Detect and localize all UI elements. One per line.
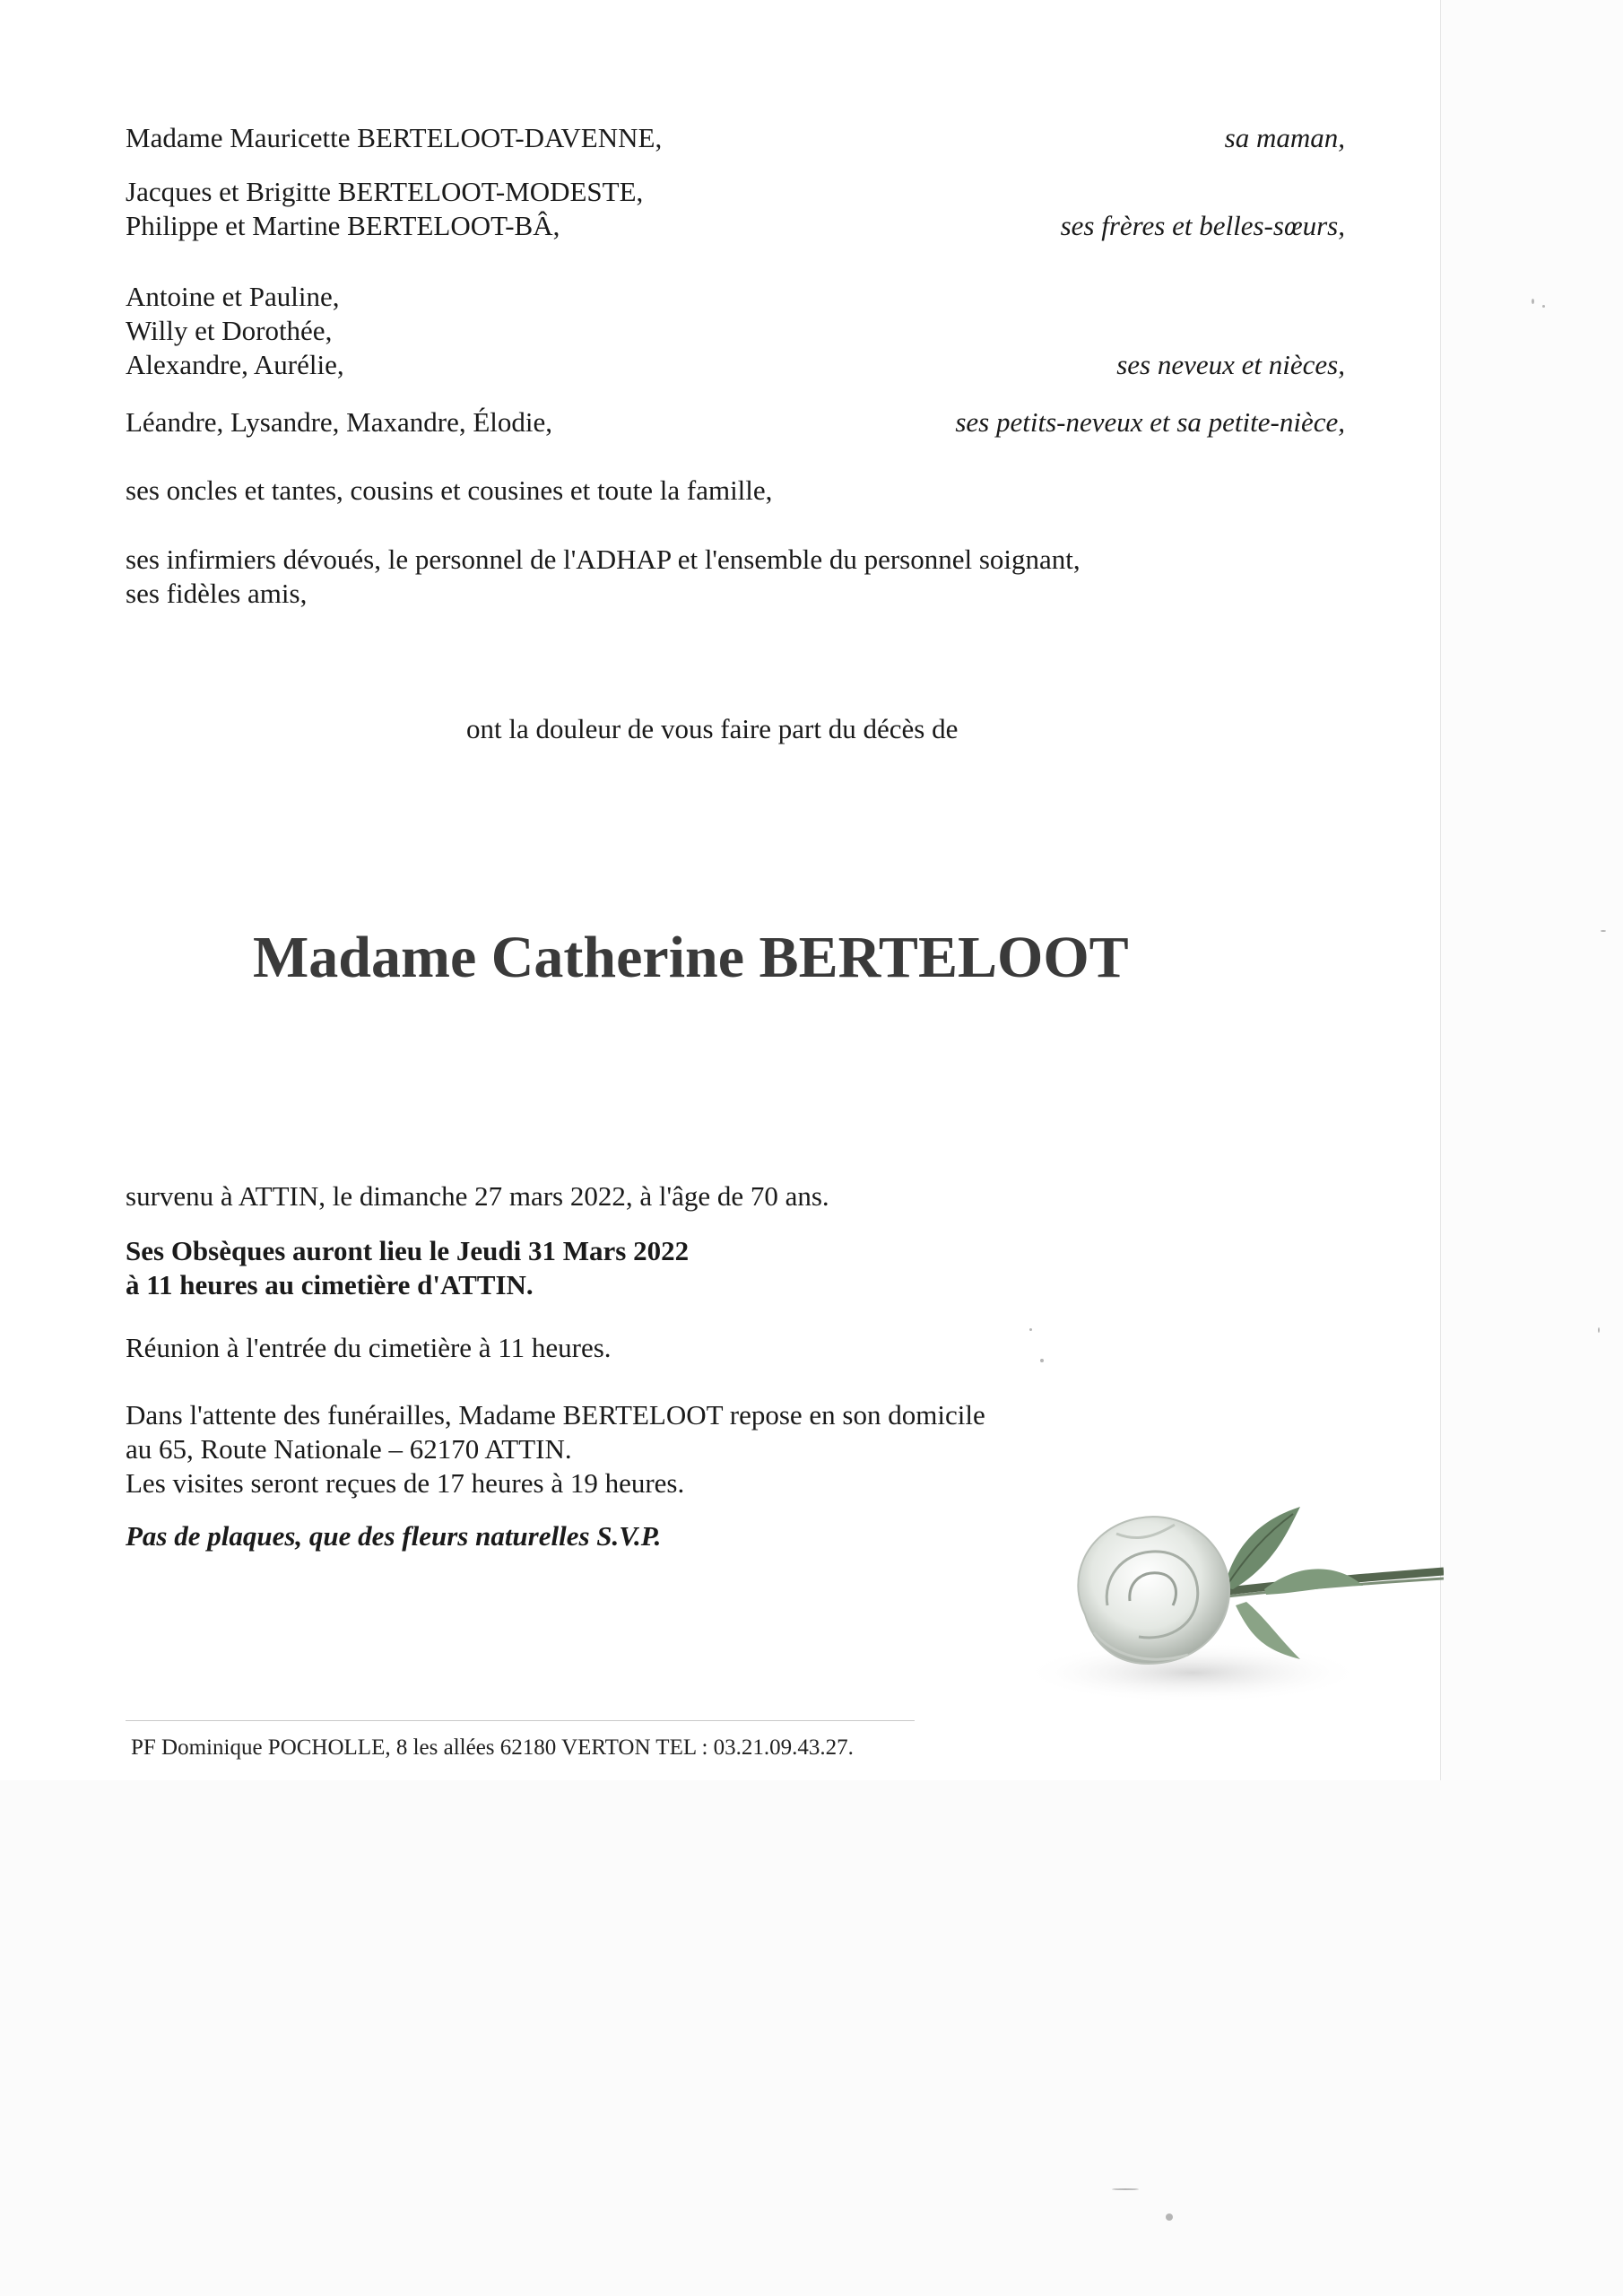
family-name-grandnephews: Léandre, Lysandre, Maxandre, Élodie, (126, 406, 553, 438)
funeral-home-footer: PF Dominique POCHOLLE, 8 les allées 62180 VERTON TEL : 03.21.09.43.27. (131, 1735, 854, 1760)
visits-details: Les visites seront reçues de 17 heures à 19 heures. (126, 1467, 685, 1499)
family-name-nephew-1: Antoine et Pauline, (126, 281, 340, 312)
scan-speck (1601, 930, 1606, 932)
scan-lower-area (0, 1780, 1623, 2296)
funeral-line-2: à 11 heures au cimetière d'ATTIN. (126, 1269, 534, 1300)
scan-speck (1040, 1359, 1044, 1362)
scan-speck (1542, 305, 1545, 308)
meeting-details: Réunion à l'entrée du cimetière à 11 heures. (126, 1332, 612, 1363)
deceased-name: Madame Catherine BERTELOOT (253, 925, 1129, 990)
family-name-brother-2: Philippe et Martine BERTELOOT-BÂ, (126, 210, 560, 241)
relation-mother: sa maman, (1224, 122, 1345, 153)
others-line-care: ses infirmiers dévoués, le personnel de l'ADHAP et l'ensemble du personnel soignant, (126, 544, 1081, 575)
footer-divider (126, 1720, 915, 1721)
rest-line-1: Dans l'attente des funérailles, Madame BERTELOOT repose en son domicile (126, 1399, 985, 1431)
relation-siblings: ses frères et belles-sœurs, (1060, 210, 1345, 241)
scan-speck (1532, 299, 1534, 304)
white-rose-icon (1031, 1480, 1444, 1713)
relation-nephews: ses neveux et nièces, (1116, 349, 1345, 380)
family-name-nephew-2: Willy et Dorothée, (126, 315, 333, 346)
scan-speck (1112, 2188, 1139, 2190)
relation-grandnephews: ses petits-neveux et sa petite-nièce, (955, 406, 1345, 438)
family-name-mother: Madame Mauricette BERTELOOT-DAVENNE, (126, 122, 663, 153)
funeral-line-1: Ses Obsèques auront lieu le Jeudi 31 Mars 2022 (126, 1235, 690, 1266)
rest-line-2: au 65, Route Nationale – 62170 ATTIN. (126, 1433, 572, 1465)
others-line-family: ses oncles et tantes, cousins et cousines et toute la famille, (126, 474, 773, 506)
flowers-request: Pas de plaques, que des fleurs naturelles S.V.P. (126, 1520, 662, 1552)
family-name-nephew-3: Alexandre, Aurélie, (126, 349, 344, 380)
scan-speck (1166, 2213, 1173, 2221)
announcement-text: ont la douleur de vous faire part du décès de (466, 713, 959, 744)
family-name-brother-1: Jacques et Brigitte BERTELOOT-MODESTE, (126, 176, 644, 207)
scan-margin (1441, 0, 1623, 1780)
scan-speck (1598, 1327, 1600, 1333)
others-line-friends: ses fidèles amis, (126, 578, 308, 609)
scan-speck (1029, 1328, 1032, 1331)
death-details: survenu à ATTIN, le dimanche 27 mars 2022, à l'âge de 70 ans. (126, 1180, 829, 1212)
